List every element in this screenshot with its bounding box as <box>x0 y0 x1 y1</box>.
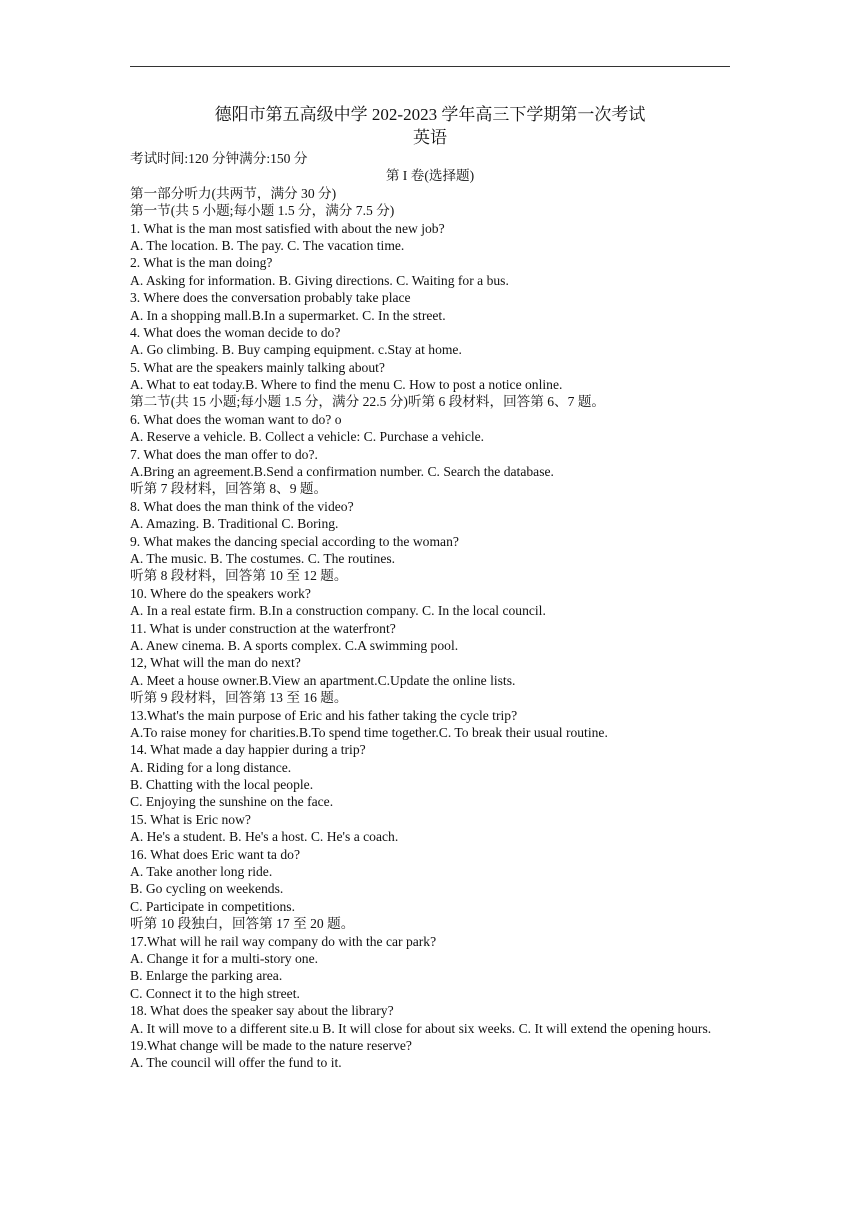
question: 9. What makes the dancing special according to the woman? <box>130 533 459 549</box>
option: B. Enlarge the parking area. <box>130 968 283 984</box>
question: 17.What will he rail way company do with the car park? <box>130 933 437 949</box>
options: A. He's a student. B. He's a host. C. He's a coach. <box>130 829 399 845</box>
listening-instruction: 听第 9 段材料，回答第 13 至 16 题。 <box>130 690 348 706</box>
question: 1. What is the man most satisfied with about the new job? <box>130 220 445 236</box>
section-heading: 第二节(共 15 小题;每小题 1.5 分，满分 22.5 分)听第 6 段材料，回答第 6、7 题。 <box>130 394 606 410</box>
listening-instruction: 听第 7 段材料，回答第 8、9 题。 <box>130 481 328 497</box>
exam-subject: 英语 <box>413 128 447 147</box>
option: C. Connect it to the high street. <box>130 985 300 1001</box>
options: A. It will move to a different site.u B. It will close for about six weeks. C. It will extend the opening hours. <box>130 1020 712 1036</box>
options: A. Amazing. B. Traditional C. Boring. <box>130 516 339 532</box>
question: 5. What are the speakers mainly talking about? <box>130 359 385 375</box>
options: A. In a real estate firm. B.In a construction company. C. In the local council. <box>130 603 546 619</box>
exam-body <box>130 150 720 1072</box>
question: 16. What does Eric want ta do? <box>130 846 300 862</box>
listening-instruction: 听第 10 段独白，回答第 17 至 20 题。 <box>130 916 355 932</box>
option: C. Participate in competitions. <box>130 898 295 914</box>
question: 4. What does the woman decide to do? <box>130 324 341 340</box>
question: 19.What change will be made to the nature reserve? <box>130 1037 412 1053</box>
option: C. Enjoying the sunshine on the face. <box>130 794 334 810</box>
question: 7. What does the man offer to do?. <box>130 446 318 462</box>
option: B. Go cycling on weekends. <box>130 881 284 897</box>
question: 12, What will the man do next? <box>130 655 301 671</box>
question: 15. What is Eric now? <box>130 811 251 827</box>
options: A.To raise money for charities.B.To spend time together.C. To break their usual routine. <box>130 724 608 740</box>
section-heading: 第 I 卷(选择题) <box>385 168 475 184</box>
option: A. The council will offer the fund to it. <box>130 1055 342 1071</box>
options: A. Reserve a vehicle. B. Collect a vehicle: C. Purchase a vehicle. <box>130 429 485 445</box>
options: A. Go climbing. B. Buy camping equipment. c.Stay at home. <box>130 342 462 358</box>
section-heading: 第一节(共 5 小题;每小题 1.5 分，满分 7.5 分) <box>130 203 395 219</box>
part-heading: 第一部分听力(共两节，满分 30 分) <box>130 185 337 201</box>
question: 14. What made a day happier during a trip? <box>130 742 366 758</box>
question: 18. What does the speaker say about the library? <box>130 1003 394 1019</box>
exam-title: 德阳市第五高级中学 202-2023 学年高三下学期第一次考试 <box>214 105 646 124</box>
option: A. Riding for a long distance. <box>130 759 292 775</box>
options: A. Anew cinema. B. A sports complex. C.A swimming pool. <box>130 637 459 653</box>
question: 8. What does the man think of the video? <box>130 498 354 514</box>
options: A. Meet a house owner.B.View an apartment.C.Update the online lists. <box>130 672 516 688</box>
options: A. The music. B. The costumes. C. The routines. <box>130 550 396 566</box>
option: B. Chatting with the local people. <box>130 777 314 793</box>
question: 10. Where do the speakers work? <box>130 585 311 601</box>
question: 2. What is the man doing? <box>130 255 273 271</box>
exam-info: 考试时间:120 分钟满分:150 分 <box>130 151 308 166</box>
options: A. In a shopping mall.B.In a supermarket. C. In the street. <box>130 307 446 323</box>
question: 13.What's the main purpose of Eric and his father taking the cycle trip? <box>130 707 518 723</box>
options: A. What to eat today.B. Where to find the menu C. How to post a notice online. <box>130 377 563 393</box>
question: 3. Where does the conversation probably take place <box>130 290 411 306</box>
options: A.Bring an agreement.B.Send a confirmation number. C. Search the database. <box>130 464 554 480</box>
question: 6. What does the woman want to do? o <box>130 411 342 427</box>
listening-instruction: 听第 8 段材料，回答第 10 至 12 题。 <box>130 568 348 584</box>
options: A. The location. B. The pay. C. The vacation time. <box>130 237 405 253</box>
option: A. Take another long ride. <box>130 864 273 880</box>
question: 11. What is under construction at the waterfront? <box>130 620 396 636</box>
option: A. Change it for a multi-story one. <box>130 950 319 966</box>
options: A. Asking for information. B. Giving directions. C. Waiting for a bus. <box>130 272 509 288</box>
header-rule <box>130 66 730 67</box>
